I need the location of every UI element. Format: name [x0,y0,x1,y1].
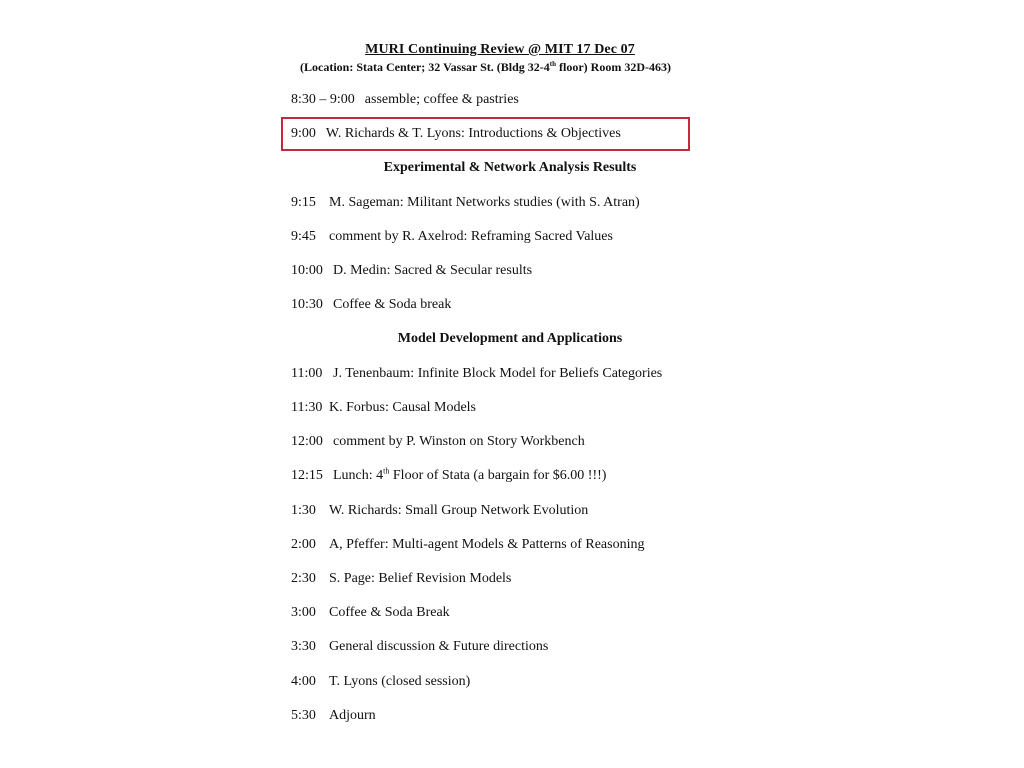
agenda-time: 3:30 [291,639,316,654]
agenda-item [291,434,585,450]
location-suffix: floor) Room 32D-463) [556,60,671,74]
agenda-item [291,297,451,313]
agenda-text: J. Tenenbaum: Infinite Block Model for Beliefs Categories [333,366,663,381]
agenda-item [291,400,476,416]
agenda-item [291,366,662,382]
agenda-text: General discussion & Future directions [329,639,549,654]
agenda-time: 12:00 [291,434,323,449]
agenda-text: comment by P. Winston on Story Workbench [333,434,585,449]
agenda-item [291,639,548,655]
agenda-item-highlighted [291,126,621,142]
agenda-text: Coffee & Soda Break [329,605,450,620]
agenda-time: 2:30 [291,571,316,586]
agenda-time: 10:00 [291,263,323,278]
agenda-item [291,229,613,245]
agenda-text: Adjourn [329,708,376,723]
agenda-time: 2:00 [291,537,316,552]
agenda-item [291,263,532,279]
agenda-text: K. Forbus: Causal Models [329,400,476,415]
agenda-text: W. Richards: Small Group Network Evolution [329,503,589,518]
agenda-item [291,468,606,484]
agenda-text: D. Medin: Sacred & Secular results [333,263,533,278]
agenda-item [291,571,511,587]
agenda-time: 3:00 [291,605,316,620]
agenda-time: 1:30 [291,503,316,518]
location-prefix: (Location: Stata Center; 32 Vassar St. (Bldg 32-4 [300,60,550,74]
agenda-text-superscript: th [383,466,390,476]
agenda-time: 10:30 [291,297,323,312]
agenda-text: Coffee & Soda break [333,297,452,312]
agenda-text: comment by R. Axelrod: Reframing Sacred Values [329,229,613,244]
section-heading-model: Model Development and Applications [397,331,623,346]
agenda-text: S. Page: Belief Revision Models [329,571,512,586]
agenda-text: W. Richards & T. Lyons: Introductions & Objectives [325,126,621,141]
agenda-item [291,92,519,108]
agenda-time: 11:30 [291,400,323,415]
location-subtitle [300,60,671,75]
agenda-time: 4:00 [291,674,316,689]
agenda-text: A, Pfeffer: Multi-agent Models & Patterns of Reasoning [329,537,645,552]
location-superscript: th [549,60,557,68]
agenda-time: 8:30 – 9:00 [291,92,355,107]
agenda-time: 9:45 [291,229,316,244]
agenda-text: assemble; coffee & pastries [364,92,519,107]
agenda-item [291,537,644,553]
agenda-time: 11:00 [291,366,323,381]
agenda-time: 9:00 [291,126,316,141]
agenda-item [291,605,450,621]
agenda-item [291,503,588,519]
agenda-text-suffix: Floor of Stata (a bargain for $6.00 !!!) [389,468,607,483]
agenda-item [291,708,376,724]
agenda-time: 9:15 [291,195,316,210]
agenda-item [291,195,640,211]
agenda-item [291,674,470,690]
agenda-text: T. Lyons (closed session) [329,674,471,689]
agenda-time: 12:15 [291,468,323,483]
section-heading-experimental: Experimental & Network Analysis Results [383,160,637,175]
agenda-text: M. Sageman: Militant Networks studies (with S. Atran) [329,195,640,210]
page-title: MURI Continuing Review @ MIT 17 Dec 07 [365,42,635,57]
agenda-time: 5:30 [291,708,316,723]
agenda-text-prefix: Lunch: 4 [333,468,384,483]
